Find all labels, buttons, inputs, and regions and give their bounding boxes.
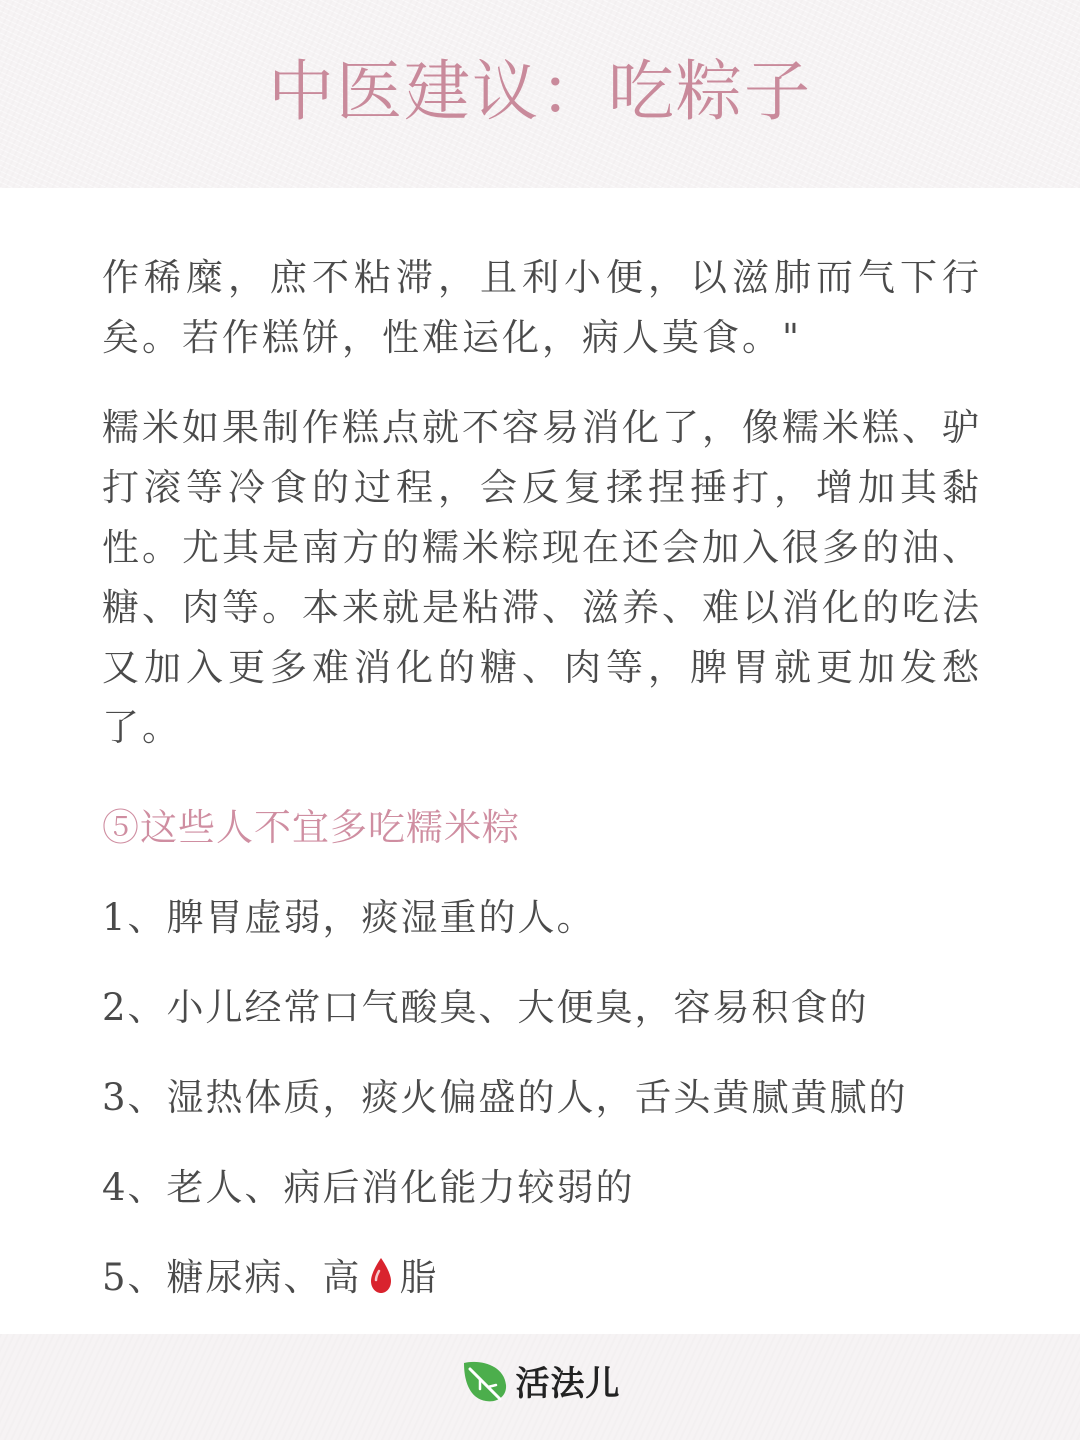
list-item-1: 1、脾胃虚弱，痰湿重的人。	[102, 896, 596, 939]
list-item-5-prefix: 5、糖尿病、高	[102, 1256, 362, 1299]
list-item-2: 2、小儿经常口气酸臭、大便臭，容易积食的	[102, 986, 869, 1029]
list-item-5	[102, 1248, 982, 1308]
header-band	[0, 0, 1080, 188]
paragraph-explanation: 糯米如果制作糕点就不容易消化了，像糯米糕、驴打滚等冷食的过程，会反复揉捏捶打，增加其黏性。尤其是南方的糯米粽现在还会加入很多的油、糖、肉等。本来就是粘滞、滋养、难以消化的吃法又加入更多难消化的糖、肉等，脾胃就更加发愁了。	[102, 406, 982, 749]
list-item-3: 3、湿热体质，痰火偏盛的人，舌头黄腻黄腻的	[102, 1076, 908, 1119]
brand	[0, 1356, 1080, 1405]
list-item-4: 4、老人、病后消化能力较弱的	[102, 1166, 635, 1209]
leaf-logo-icon	[460, 1357, 510, 1405]
advice-list	[102, 888, 982, 1308]
section-heading: ⑤这些人不宜多吃糯米粽	[102, 806, 520, 849]
brand-name: 活法儿	[515, 1364, 621, 1404]
list-item-5-suffix: 脂	[399, 1256, 439, 1299]
footer-band	[0, 1334, 1080, 1440]
article-body	[102, 248, 982, 1338]
blood-drop-icon	[368, 1256, 394, 1296]
paragraph-quote: 作稀糜，庶不粘滞，且利小便，以滋肺而气下行矣。若作糕饼，性难运化，病人莫食。"	[102, 256, 982, 359]
page-title: 中医建议：吃粽子	[268, 53, 812, 130]
